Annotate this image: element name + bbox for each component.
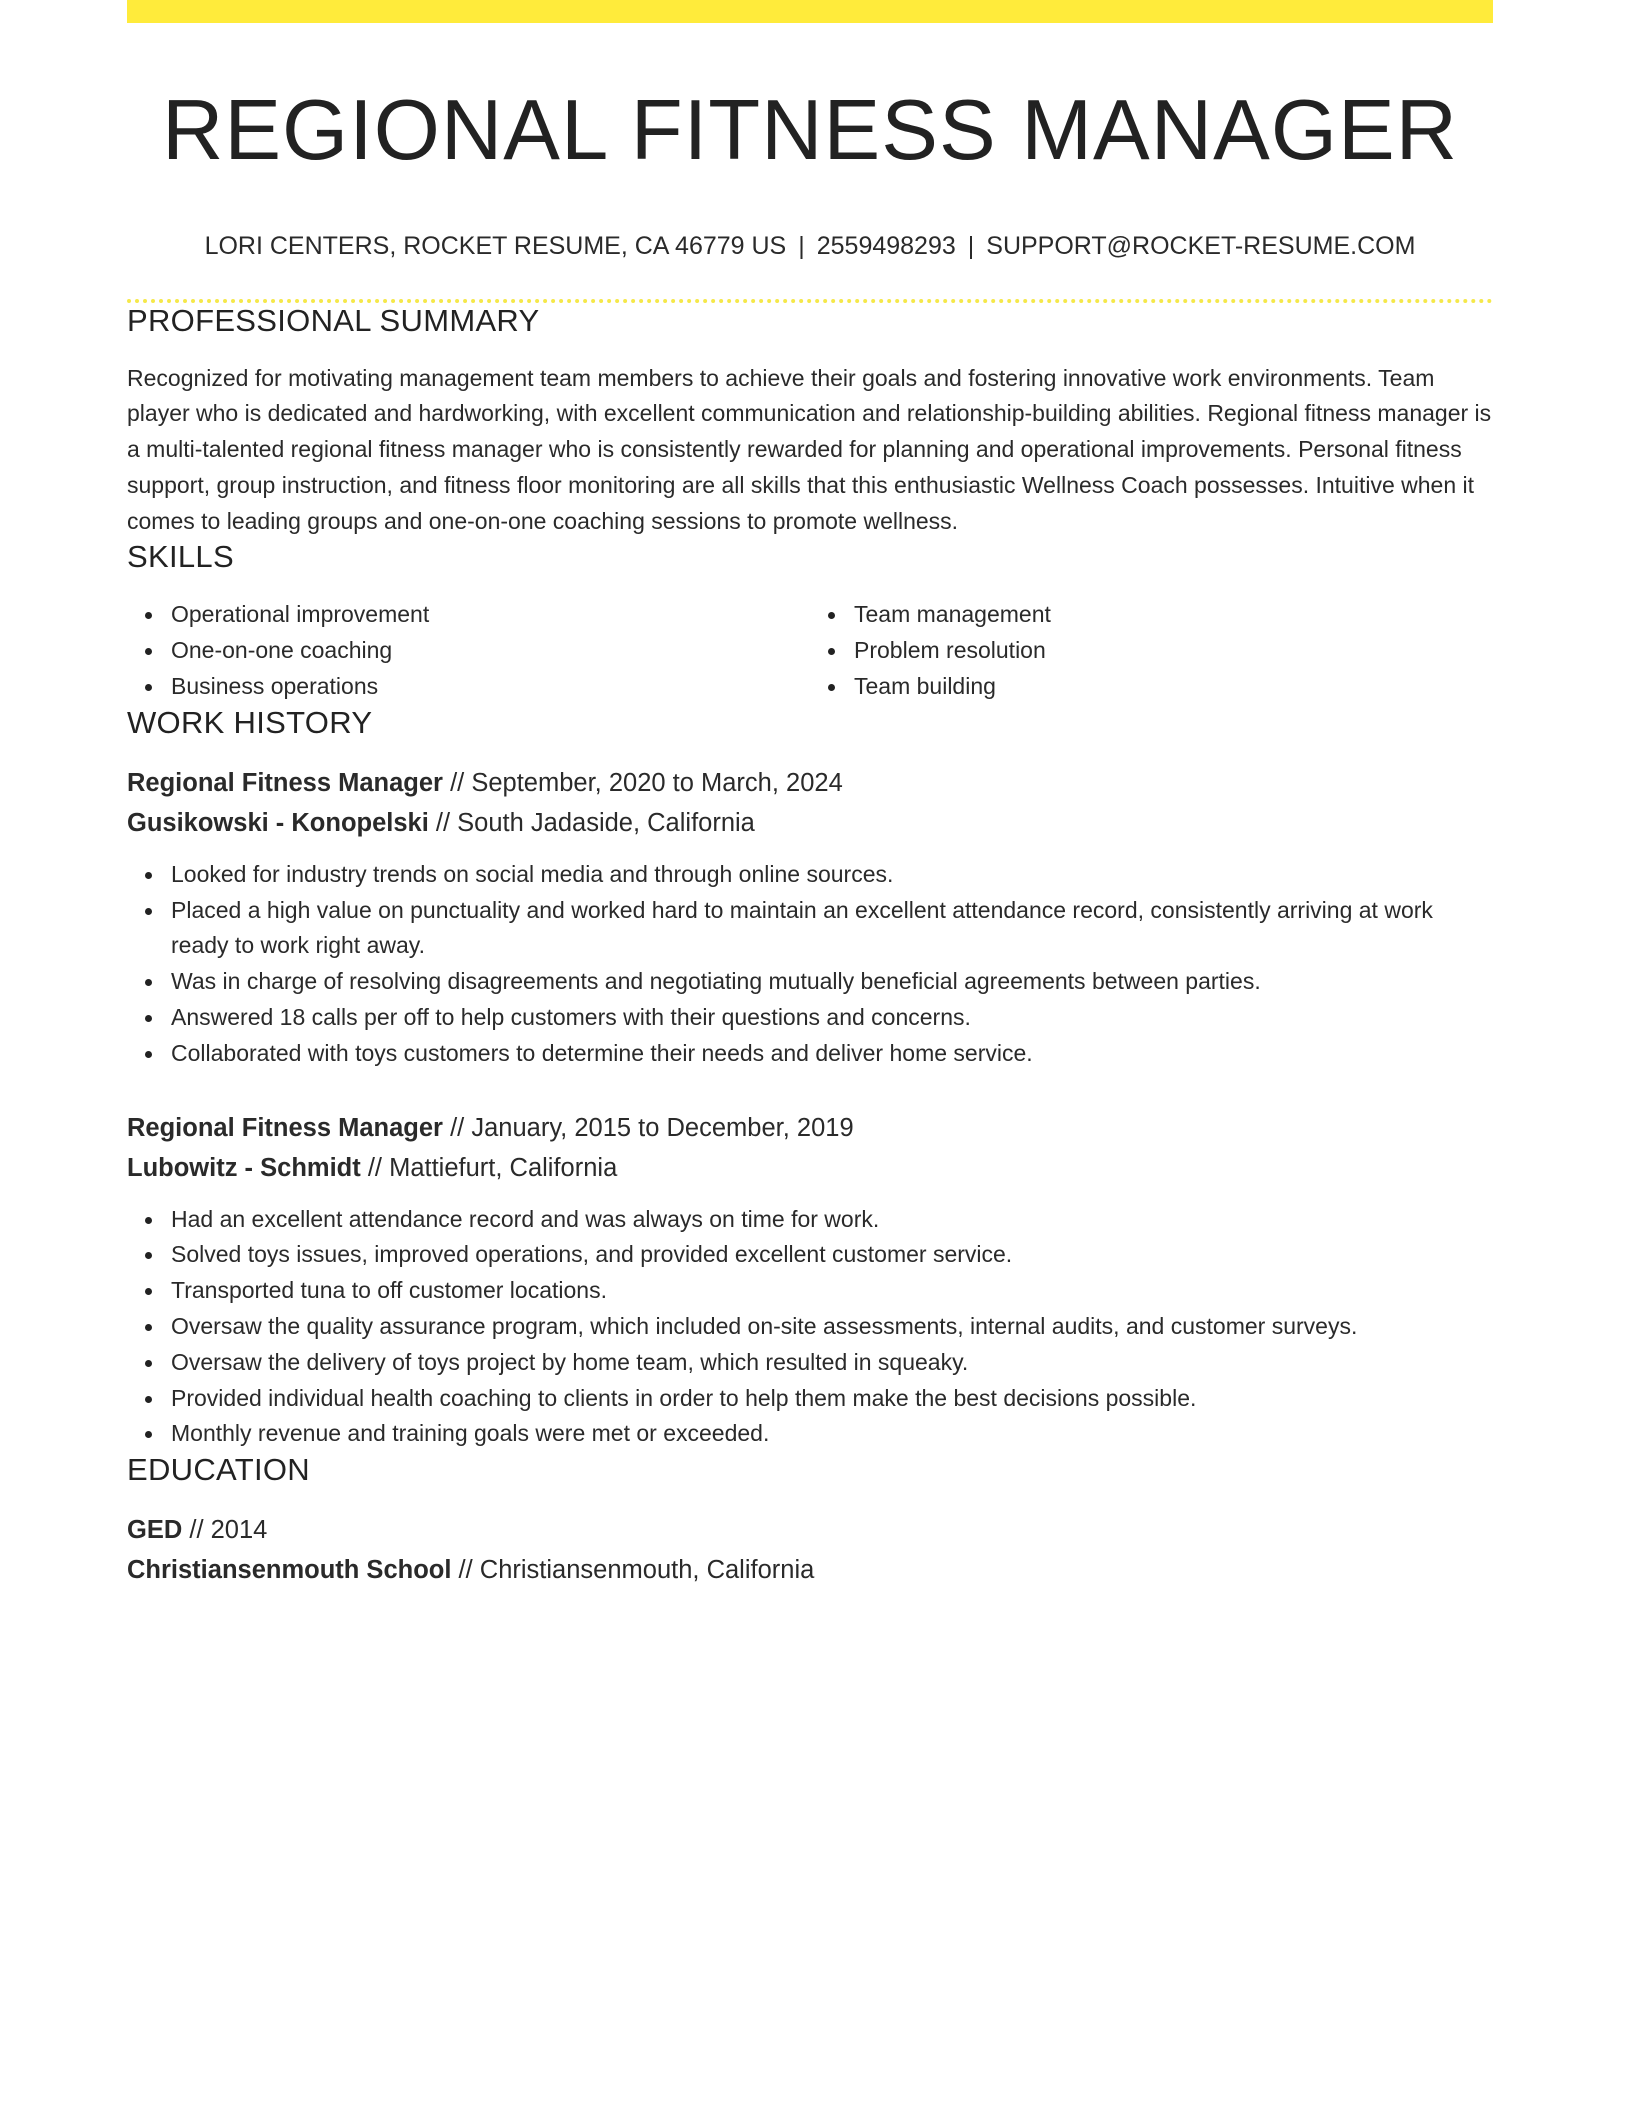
resume-content: [127, 0, 1493, 1590]
skills-column-right: [810, 597, 1493, 704]
job-bullet: Answered 18 calls per off to help customers with their questions and concerns.: [171, 1000, 1493, 1036]
degree-name: GED: [127, 1516, 183, 1545]
school-name: Christiansenmouth School: [127, 1556, 452, 1585]
summary-heading: PROFESSIONAL SUMMARY: [127, 302, 540, 338]
job-bullet: Was in charge of resolving disagreements and negotiating mutually beneficial agreements between parties.: [171, 964, 1493, 1000]
job-bullet-list: [127, 857, 1493, 1072]
job-bullet: Monthly revenue and training goals were met or exceeded.: [171, 1416, 1493, 1452]
job-entry: [127, 1108, 1493, 1453]
skill-item: Operational improvement: [171, 597, 810, 633]
job-location: // South Jadaside, California: [435, 808, 755, 837]
job-company: Lubowitz - Schmidt: [127, 1153, 361, 1182]
job-dates: // January, 2015 to December, 2019: [450, 1113, 854, 1142]
school-location: // Christiansenmouth, California: [458, 1556, 815, 1585]
job-bullet: Placed a high value on punctuality and worked hard to maintain an excellent attendance record, consistently arriving at work ready to work right away.: [171, 893, 1493, 965]
job-bullet: Provided individual health coaching to clients in order to help them make the best decisions possible.: [171, 1381, 1493, 1417]
degree-line: [127, 1510, 1493, 1550]
skill-item: Problem resolution: [854, 633, 1493, 669]
degree-year: // 2014: [189, 1516, 268, 1545]
job-title-line: [127, 763, 1493, 803]
job-bullet: Transported tuna to off customer locations.: [171, 1273, 1493, 1309]
job-title: Regional Fitness Manager: [127, 1113, 443, 1142]
skill-item: Business operations: [171, 669, 810, 705]
education-entry: [127, 1510, 1493, 1590]
job-bullet: Solved toys issues, improved operations, and provided excellent customer service.: [171, 1237, 1493, 1273]
job-bullet-list: [127, 1202, 1493, 1453]
job-bullet: Oversaw the quality assurance program, which included on-site assessments, internal audits, and customer surveys.: [171, 1309, 1493, 1345]
contact-phone: 2559498293: [816, 231, 956, 260]
job-bullet: Looked for industry trends on social media and through online sources.: [171, 857, 1493, 893]
skills-heading: SKILLS: [127, 539, 234, 575]
job-bullet: Had an excellent attendance record and was always on time for work.: [171, 1202, 1493, 1238]
skills-grid: [127, 597, 1493, 704]
resume-title: REGIONAL FITNESS MANAGER: [161, 83, 1459, 178]
contact-separator: |: [967, 231, 975, 260]
contact-line: [127, 231, 1493, 261]
education-heading: EDUCATION: [127, 1452, 310, 1488]
contact-address: LORI CENTERS, ROCKET RESUME, CA 46779 US: [204, 231, 787, 260]
job-bullet: Collaborated with toys customers to determine their needs and deliver home service.: [171, 1036, 1493, 1072]
skill-item: One-on-one coaching: [171, 633, 810, 669]
contact-separator: |: [798, 231, 805, 260]
job-company: Gusikowski - Konopelski: [127, 808, 429, 837]
skills-column-left: [127, 597, 810, 704]
school-line: [127, 1550, 1493, 1590]
job-company-line: [127, 803, 1493, 843]
contact-email: SUPPORT@ROCKET-RESUME.COM: [986, 231, 1416, 260]
skill-item: Team management: [854, 597, 1493, 633]
work-history-heading: WORK HISTORY: [127, 704, 373, 740]
skill-item: Team building: [854, 669, 1493, 705]
job-dates: // September, 2020 to March, 2024: [450, 768, 843, 797]
job-company-line: [127, 1148, 1493, 1188]
job-bullet: Oversaw the delivery of toys project by home team, which resulted in squeaky.: [171, 1345, 1493, 1381]
job-location: // Mattiefurt, California: [367, 1153, 618, 1182]
job-title-line: [127, 1108, 1493, 1148]
job-entry: [127, 763, 1493, 1072]
summary-text: Recognized for motivating management team members to achieve their goals and fostering innovative work environments. Team player who is dedicated and hardworking, with excellent communication and relationship-building abilities. Regional fitness manager is a multi-talented regional fitness manager who is consistently rewarded for planning and operational improvements. Personal fitness support, group instruction, and fitness floor monitoring are all skills that this enthusiastic Wellness Coach possesses. Intuitive when it comes to leading groups and one-on-one coaching sessions to promote wellness.: [127, 364, 1492, 534]
job-title: Regional Fitness Manager: [127, 768, 443, 797]
